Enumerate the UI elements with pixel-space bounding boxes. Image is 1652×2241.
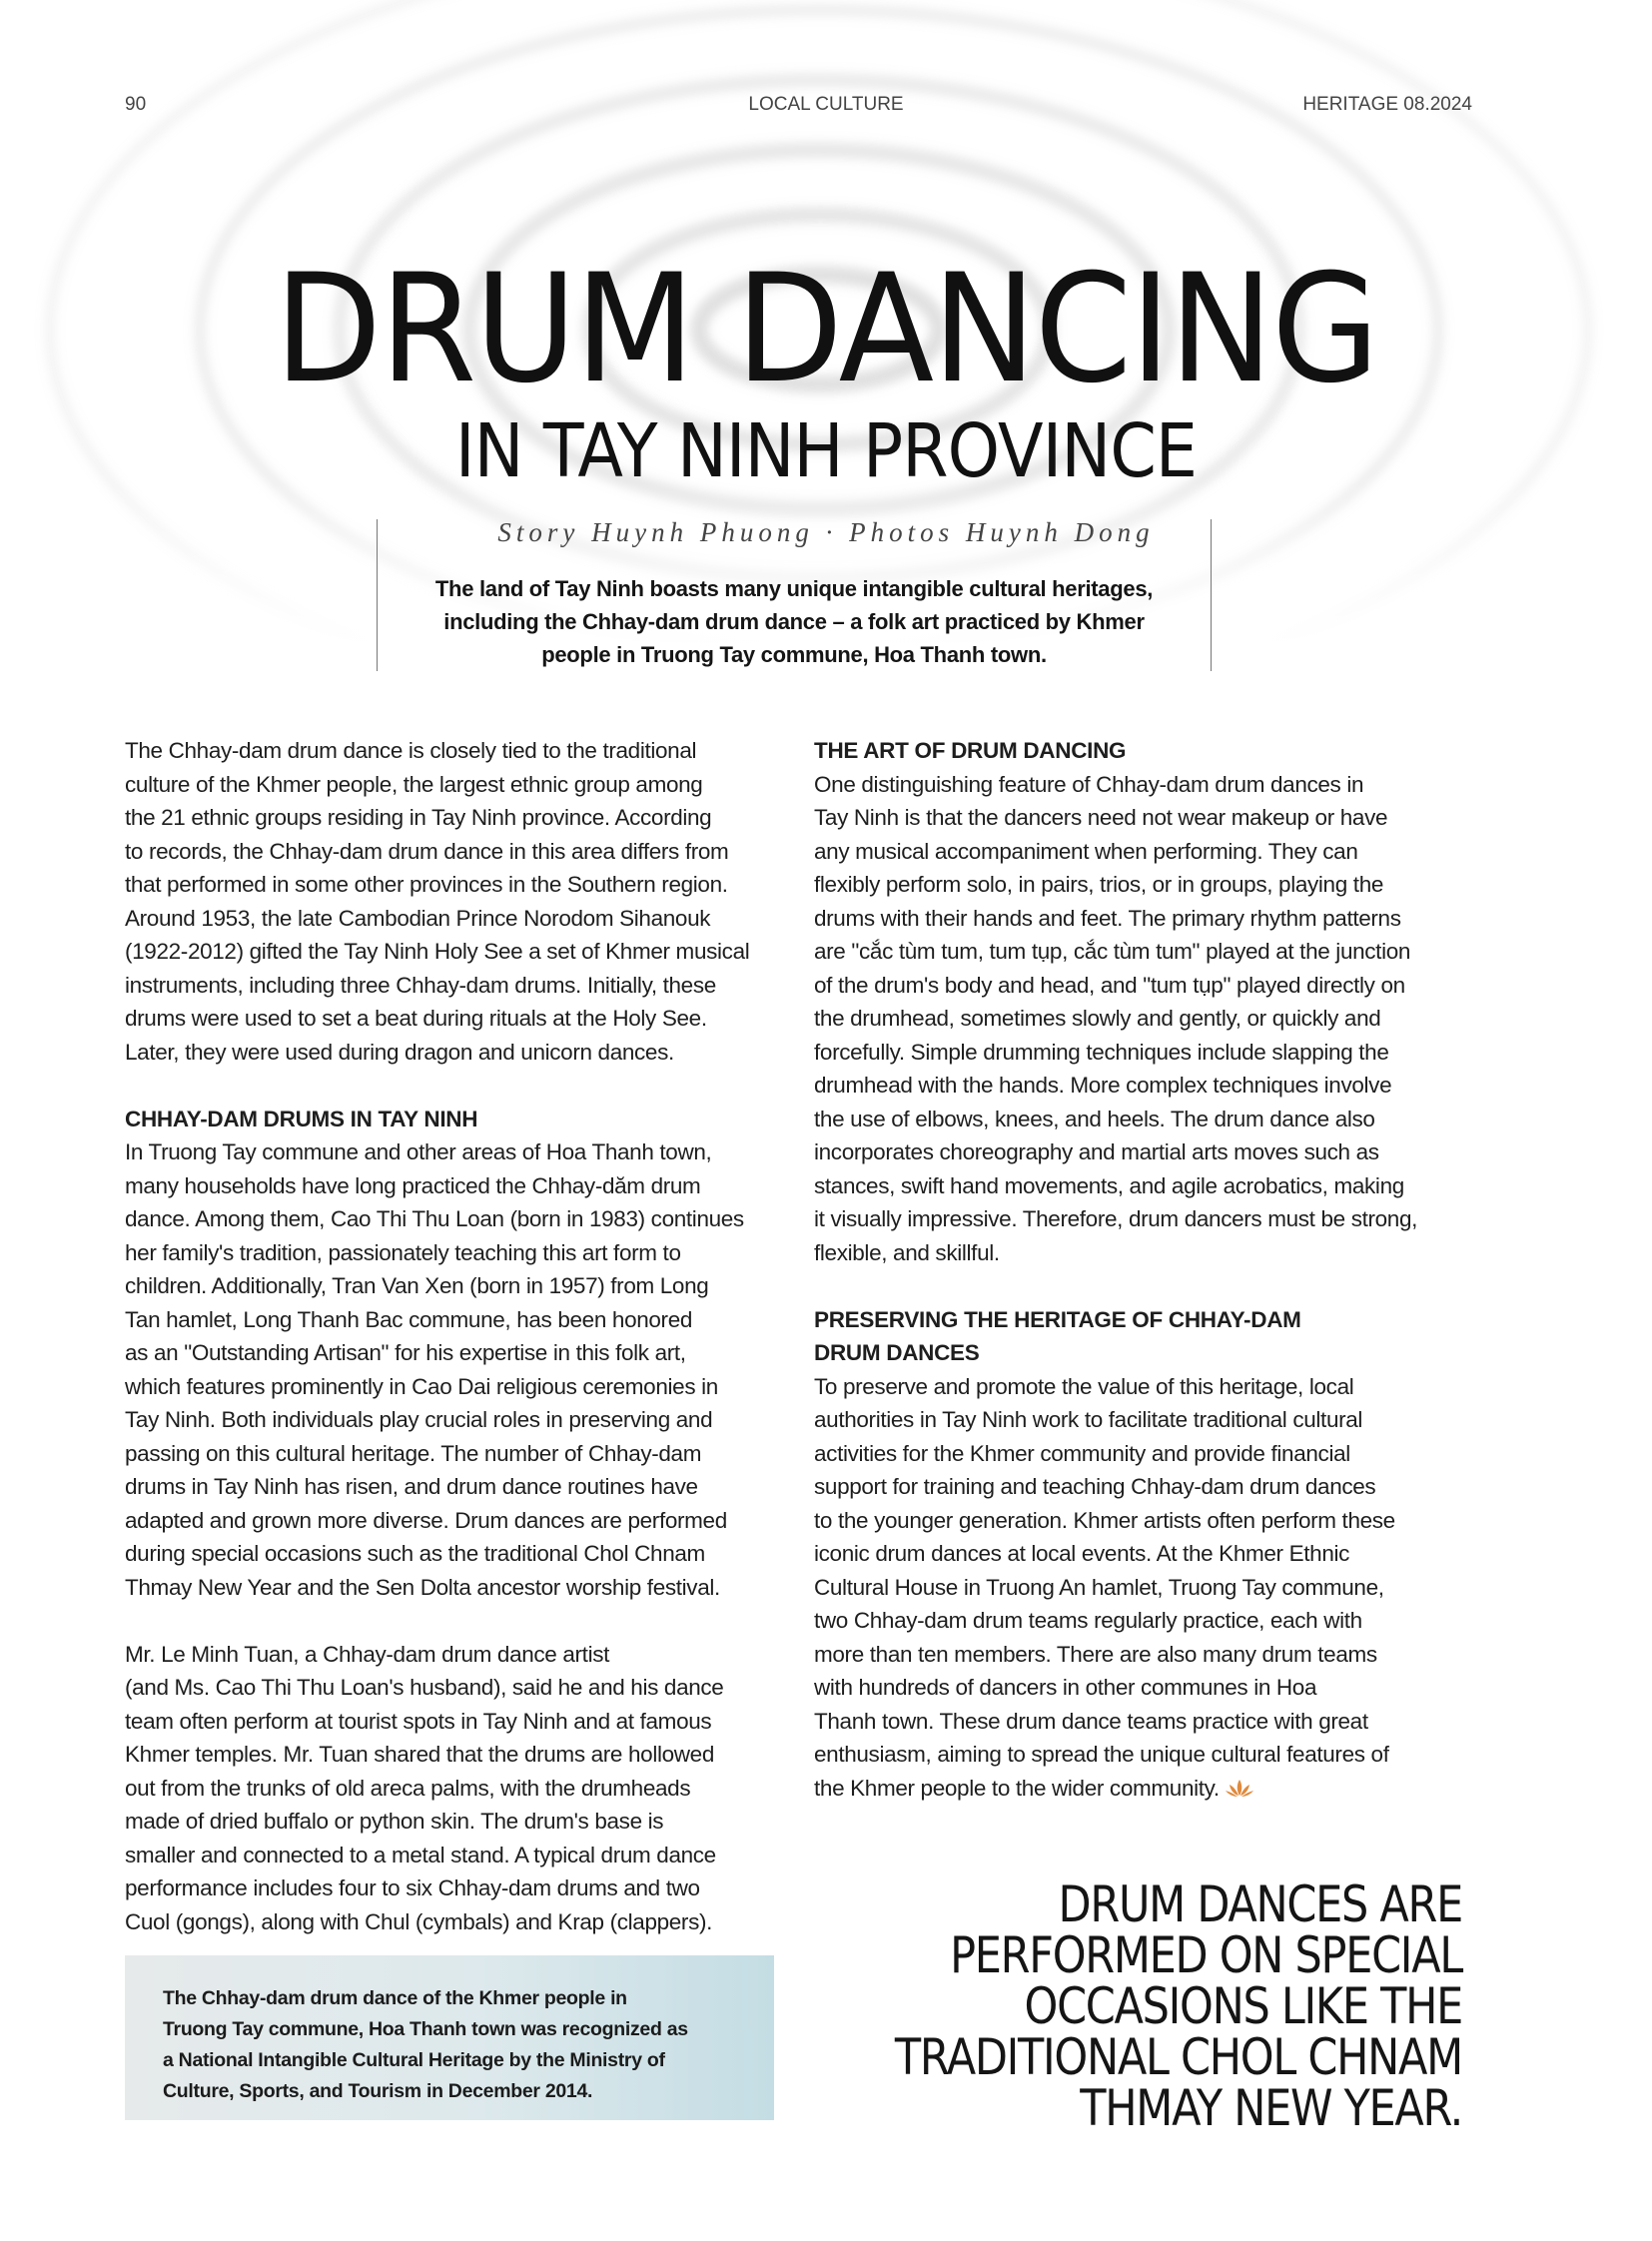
text-line (814, 1772, 1493, 1809)
text-line: with hundreds of dancers in other communes in Hoa (814, 1675, 1317, 1700)
text-line: performance includes four to six Chhay-dam drums and two (125, 1875, 700, 1900)
text-line: One distinguishing feature of Chhay-dam drum dances in (814, 771, 1364, 797)
text-line: Around 1953, the late Cambodian Prince Norodom Sihanouk (125, 905, 711, 931)
text-line: Tay Ninh is that the dancers need not wear makeup or have (814, 805, 1388, 830)
text-line: the drumhead, sometimes slowly and gently, or quickly and (814, 1006, 1381, 1031)
section-heading: CHHAY-DAM DRUMS IN TAY NINH (125, 1106, 478, 1131)
intro-paragraph (125, 734, 784, 1069)
text-line: to the younger generation. Khmer artists often perform these (814, 1507, 1395, 1533)
page-header (0, 94, 1652, 120)
section-paragraph (814, 1370, 1493, 1809)
info-line: The Chhay-dam drum dance of the Khmer people in (163, 1987, 627, 2009)
info-line: a National Intangible Cultural Heritage by the Ministry of (163, 2049, 665, 2071)
text-line: Cultural House in Truong An hamlet, Truong Tay commune, (814, 1574, 1384, 1600)
section-heading: DRUM DANCES (814, 1340, 980, 1365)
text-line: enthusiasm, aiming to spread the unique cultural features of (814, 1742, 1389, 1767)
section-paragraph (125, 1135, 784, 1604)
text-line: Tay Ninh. Both individuals play crucial roles in preserving and (125, 1407, 713, 1432)
text-line: many households have long practiced the Chhay-dăm drum (125, 1172, 701, 1198)
text-line: Thanh town. These drum dance teams practice with great (814, 1708, 1368, 1734)
info-line: Truong Tay commune, Hoa Thanh town was recognized as (163, 2018, 688, 2040)
text-line: passing on this cultural heritage. The number of Chhay-dam (125, 1440, 702, 1466)
text-line: adapted and grown more diverse. Drum dances are performed (125, 1507, 727, 1533)
text-line: out from the trunks of old areca palms, with the drumheads (125, 1775, 691, 1801)
text-line: during special occasions such as the traditional Chol Chnam (125, 1541, 705, 1566)
text-line: stances, swift hand movements, and agile acrobatics, making (814, 1172, 1404, 1198)
info-box (125, 1955, 774, 2120)
text-line: the use of elbows, knees, and heels. The drum dance also (814, 1106, 1375, 1131)
text-line: incorporates choreography and martial arts moves such as (814, 1139, 1379, 1164)
text-line: more than ten members. There are also many drum teams (814, 1641, 1377, 1667)
section-paragraph (814, 768, 1493, 1270)
issue-label: HERITAGE 08.2024 (1302, 94, 1472, 115)
text-line: culture of the Khmer people, the largest ethnic group among (125, 771, 703, 797)
text-line: children. Additionally, Tran Van Xen (born in 1957) from Long (125, 1273, 709, 1298)
text-line: her family's tradition, passionately teaching this art form to (125, 1239, 681, 1265)
right-column (814, 734, 1493, 1808)
text-line: dance. Among them, Cao Thi Thu Loan (born in 1983) continues (125, 1206, 744, 1231)
text-line: Mr. Le Minh Tuan, a Chhay-dam drum dance artist (125, 1641, 610, 1667)
text-line: To preserve and promote the value of this heritage, local (814, 1373, 1354, 1399)
article-subtitle: IN TAY NINH PROVINCE (454, 408, 1198, 494)
text-line: of the drum's body and head, and "tum tụp" played directly on (814, 972, 1405, 998)
article-byline: Story Huynh Phuong · Photos Huynh Dong (497, 517, 1155, 547)
text-line: to records, the Chhay-dam drum dance in this area differs from (125, 838, 729, 864)
text-line: iconic drum dances at local events. At the Khmer Ethnic (814, 1541, 1350, 1566)
text-line-content: the Khmer people to the wider community. (814, 1775, 1220, 1801)
text-line: the 21 ethnic groups residing in Tay Ninh province. According (125, 805, 712, 830)
pull-quote (861, 1875, 1462, 2137)
text-line: flexible, and skillful. (814, 1239, 1000, 1265)
lotus-icon (1226, 1775, 1253, 1809)
text-line: In Truong Tay commune and other areas of Hoa Thanh town, (125, 1139, 712, 1164)
section-heading: PRESERVING THE HERITAGE OF CHHAY-DAM (814, 1306, 1301, 1332)
lead-line: The land of Tay Ninh boasts many unique intangible cultural heritages, (434, 576, 1154, 601)
text-line: are "cắc tùm tum, tum tụp, cắc tùm tum" played at the junction (814, 939, 1411, 964)
text-line: two Chhay-dam drum teams regularly practice, each with (814, 1608, 1362, 1633)
text-line: instruments, including three Chhay-dam drums. Initially, these (125, 972, 716, 998)
text-line: activities for the Khmer community and provide financial (814, 1440, 1350, 1466)
section-paragraph (125, 1638, 784, 1939)
text-line: authorities in Tay Ninh work to facilitate traditional cultural (814, 1407, 1363, 1432)
text-line: The Chhay-dam drum dance is closely tied to the traditional (125, 738, 697, 763)
text-line: which features prominently in Cao Dai religious ceremonies in (125, 1373, 718, 1399)
text-line: any musical accompaniment when performing. They can (814, 838, 1358, 864)
text-line: smaller and connected to a metal stand. A typical drum dance (125, 1842, 716, 1868)
text-line: Later, they were used during dragon and unicorn dances. (125, 1039, 674, 1065)
text-line: (1922-2012) gifted the Tay Ninh Holy See a set of Khmer musical (125, 939, 750, 964)
text-line: that performed in some other provinces in the Southern region. (125, 872, 728, 897)
text-line: (and Ms. Cao Thi Thu Loan's husband), said he and his dance (125, 1675, 724, 1700)
text-line: drums were used to set a beat during rituals at the Holy See. (125, 1006, 707, 1031)
text-line: made of dried buffalo or python skin. The drum's base is (125, 1809, 664, 1834)
info-line: Culture, Sports, and Tourism in December 2014. (163, 2080, 593, 2102)
pull-quote-line: THMAY NEW YEAR. (1080, 2079, 1462, 2137)
text-line: Thmay New Year and the Sen Dolta ancestor worship festival. (125, 1574, 720, 1600)
lead-line: people in Truong Tay commune, Hoa Thanh town. (541, 642, 1047, 667)
text-line: flexibly perform solo, in pairs, trios, or in groups, playing the (814, 872, 1384, 897)
text-line: it visually impressive. Therefore, drum dancers must be strong, (814, 1206, 1418, 1231)
text-line: forcefully. Simple drumming techniques include slapping the (814, 1039, 1389, 1065)
lead-line: including the Chhay-dam drum dance – a folk art practiced by Khmer (443, 609, 1145, 634)
page-number: 90 (125, 94, 147, 115)
text-line: team often perform at tourist spots in Tay Ninh and at famous (125, 1708, 712, 1734)
text-line: drums in Tay Ninh has risen, and drum dance routines have (125, 1474, 698, 1499)
text-line: support for training and teaching Chhay-dam drum dances (814, 1474, 1376, 1499)
text-line: Cuol (gongs), along with Chul (cymbals) and Krap (clappers). (125, 1908, 713, 1934)
text-line: drumhead with the hands. More complex techniques involve (814, 1073, 1392, 1098)
pull-quote-line: DRUM DANCES ARE (1058, 1875, 1462, 1933)
text-line: as an "Outstanding Artisan" for his expertise in this folk art, (125, 1340, 686, 1365)
pull-quote-line: TRADITIONAL CHOL CHNAM (894, 2028, 1462, 2086)
article-title: DRUM DANCING (274, 243, 1378, 416)
left-column (125, 734, 784, 1938)
section-heading: THE ART OF DRUM DANCING (814, 738, 1127, 763)
text-line: Tan hamlet, Long Thanh Bac commune, has been honored (125, 1306, 693, 1332)
text-line: drums with their hands and feet. The primary rhythm patterns (814, 905, 1401, 931)
section-label: LOCAL CULTURE (748, 94, 904, 115)
text-line: Khmer temples. Mr. Tuan shared that the drums are hollowed (125, 1742, 715, 1767)
pull-quote-line: PERFORMED ON SPECIAL (950, 1926, 1462, 1984)
info-text (163, 1983, 688, 2107)
article-lead (395, 572, 1194, 671)
pull-quote-line: OCCASIONS LIKE THE (1024, 1977, 1462, 2035)
